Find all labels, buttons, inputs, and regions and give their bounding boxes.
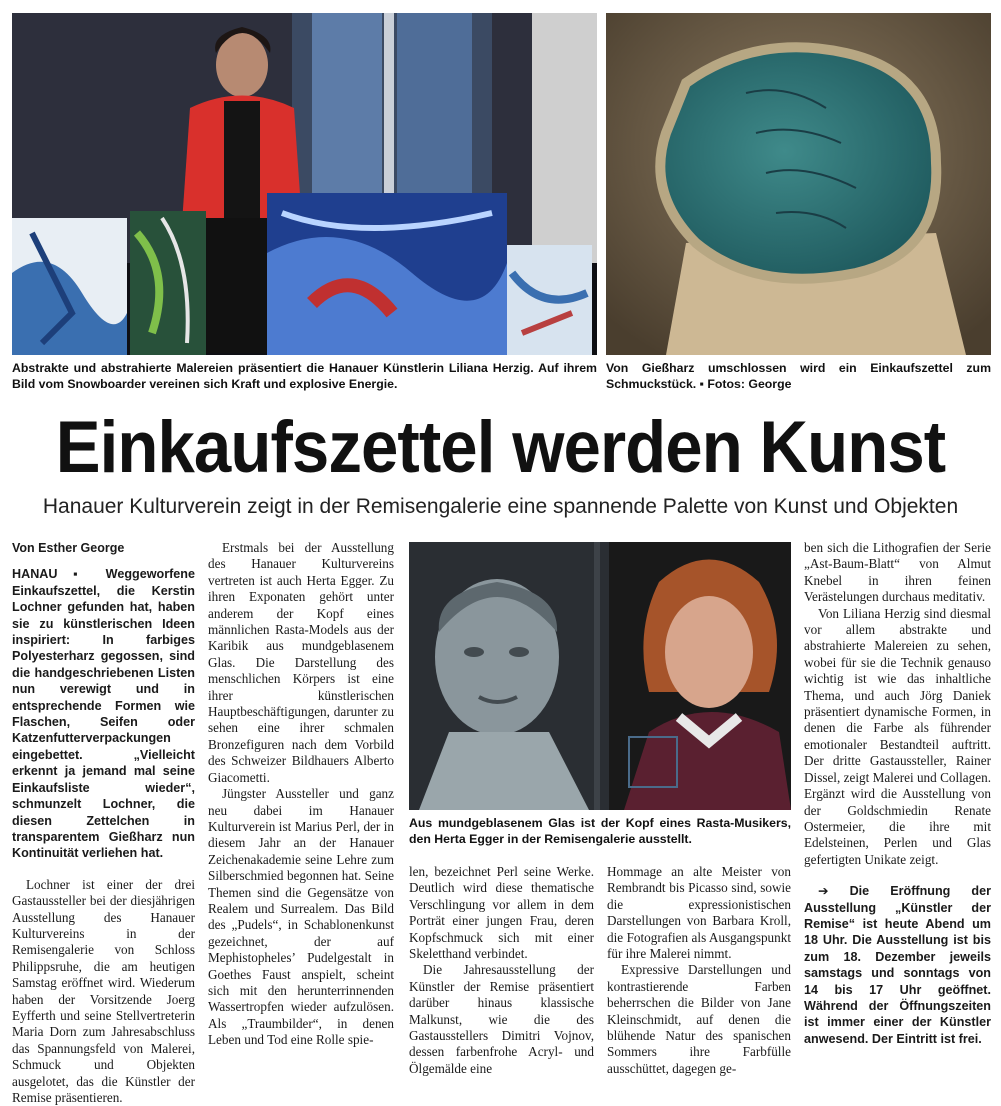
body-paragraph: Die Jahresausstellung der Künstler der Remise präsentiert darüber hinaus klassische Malkunst, wie die des Gastausstellers Dimitri Vojnov, dessen farbenfrohe Acryl- und Ölgemälde eine <box>409 962 594 1076</box>
artist-photo <box>12 13 597 355</box>
resin-photo <box>606 13 991 355</box>
glass-photo-graphic <box>409 542 791 810</box>
body-paragraph: Erstmals bei der Ausstellung des Hanauer Kulturvereins vertreten ist auch Herta Egger. Zu ihren Exponaten gehört unter anderem der Kopf eines männlichen Rasta-Models aus der Karibik aus mundgeblasenem Glas. Die Darstellung des menschlichen Körpers ist eine ihrer künstlerischen Hauptbeschäftigungen, darunter zu sehen eine ihrer schmalen Bronzefiguren nach dem Vorbild des Schweizer Bildhauers Alberto Giacometti. <box>208 540 394 785</box>
body-paragraph: Hommage an alte Meister von Rembrandt bis Picasso sind, sowie die expressionistischen Darstellungen von Barbara Kroll, die Fotografien als Ausgangspunkt für ihre Malerei nimmt. <box>607 864 791 962</box>
article-column-3 <box>409 864 594 1077</box>
article-column-5 <box>804 540 991 1047</box>
artist-photo-caption: Abstrakte und abstrahierte Malereien präsentiert die Hanauer Künstlerin Liliana Herzig. Auf ihrem Bild vom Snowboarder vereinen sich Kraft und explosive Energie. <box>12 361 597 391</box>
body-paragraph: len, bezeichnet Perl seine Werke. Deutlich wird diese thematische Verschlingung vor allem in dem Porträt einer jungen Frau, deren Kopfschmuck sich mit einer Skeletthand verbindet. <box>409 864 594 962</box>
article-column-1 <box>12 540 195 1106</box>
body-paragraph: Von Liliana Herzig sind diesmal vor allem abstrakte und abstrahierte Malereien zu sehen, wobei für sie die Technik genauso wichtig ist wie das inhaltliche Thema, und auch Jörg Daniek präsentiert dynamische Formen, in denen die Farbe als führender emotionaler Bestandteil auftritt. Der dritte Gastaussteller, Rainer Dissel, zeigt Malerei und Collagen. Ergänzt wird die Ausstellung von der Goldschmiedin Renate Ostermeier, die ihre mit Edelsteinen, Perlen und Glas gefertigten Unikate zeigt. <box>804 605 991 867</box>
subheadline: Hanauer Kulturverein zeigt in der Remisengalerie eine spannende Palette von Kunst und Objekten <box>42 495 959 518</box>
body-paragraph: Expressive Darstellungen und kontrastierende Farben beherrschen die Bilder von Jane Kleinschmidt, auf denen die blühende Natur des spanischen Sommers ihre Farbfülle ausschüttet, dagegen ge- <box>607 962 791 1076</box>
info-box: ➔ Die Eröffnung der Ausstellung „Künstler der Remise“ ist heute Abend um 18 Uhr. Die Ausstellung ist bis zum 18. Dezember jeweils samstags und sonntags von 14 bis 17 Uhr geöffnet. Während der Öffnungszeiten ist immer einer der Künstler anwesend. Der Eintritt ist frei. <box>804 884 991 1046</box>
artist-photo-graphic <box>12 13 597 355</box>
body-paragraph: Lochner ist einer der drei Gastaussteller bei der diesjährigen Ausstellung des Hanauer Kulturvereins in der Remisengalerie von Schloss Philippsruhe, die am heutigen Samstag eröffnet wird. Wiederum haben der Vorsitzende Joerg Eyfferth und seine Stellvertreterin Maria Dorn zum Jahresabschluss das Spannungsfeld von Malerei, Schmuck und Objekten ausgelotet, das die Künstler der Remise präsentieren. <box>12 876 195 1105</box>
body-paragraph: Jüngster Aussteller und ganz neu dabei im Hanauer Kulturverein ist Marius Perl, der in diesem Jahr an der Hanauer Zeichenakademie seine Lehre zum Silberschmied begonnen hat. Seine Themen sind die Gegensätze von Realem und Surrealem. Das Bild des „Pudels“, in Schablonenkunst gezeichnet, der auf Mephistopheles’ Pudelgestalt in Goethes Faust anspielt, scheint sich mit den herunterrinnenden Wassertropfen wieder aufzulösen. Als „Traumbilder“, in denen Leben und Tod eine Rolle spie- <box>208 786 394 1048</box>
glass-photo <box>409 542 791 810</box>
resin-photo-caption: Von Gießharz umschlossen wird ein Einkaufszettel zum Schmuckstück. ▪ Fotos: George <box>606 361 991 391</box>
article-column-4 <box>607 864 791 1077</box>
headline: Einkaufszettel werden Kunst <box>55 407 946 488</box>
byline: Von Esther George <box>12 541 125 555</box>
article-column-2 <box>208 540 394 1049</box>
glass-photo-caption: Aus mundgeblasenem Glas ist der Kopf eines Rasta-Musikers, den Herta Egger in der Remisengalerie ausstellt. <box>409 816 791 846</box>
resin-photo-graphic <box>606 13 991 355</box>
body-paragraph: ben sich die Lithografien der Serie „Ast-Baum-Blatt“ von Almut Knebel in ihren feinen Verästelungen durchaus meditativ. <box>804 540 991 605</box>
lead-paragraph: HANAU ▪ Weggeworfene Einkaufszettel, die Kerstin Lochner gefunden hat, haben sie zu künstlerischen Ideen inspiriert: In farbiges Polyesterharz gegossen, sind die handgeschriebenen Listen nun verewigt und in entsprechende Formen wie Flaschen, Seifen oder Katzenfutterverpackungen eingebettet. „Vielleicht erkennt ja jemand mal seine Einkaufsliste wieder“, schmunzelt Lochner, die diesen Zettelchen in transparentem Gießharz nun Kontinuität verliehen hat. <box>12 567 195 861</box>
